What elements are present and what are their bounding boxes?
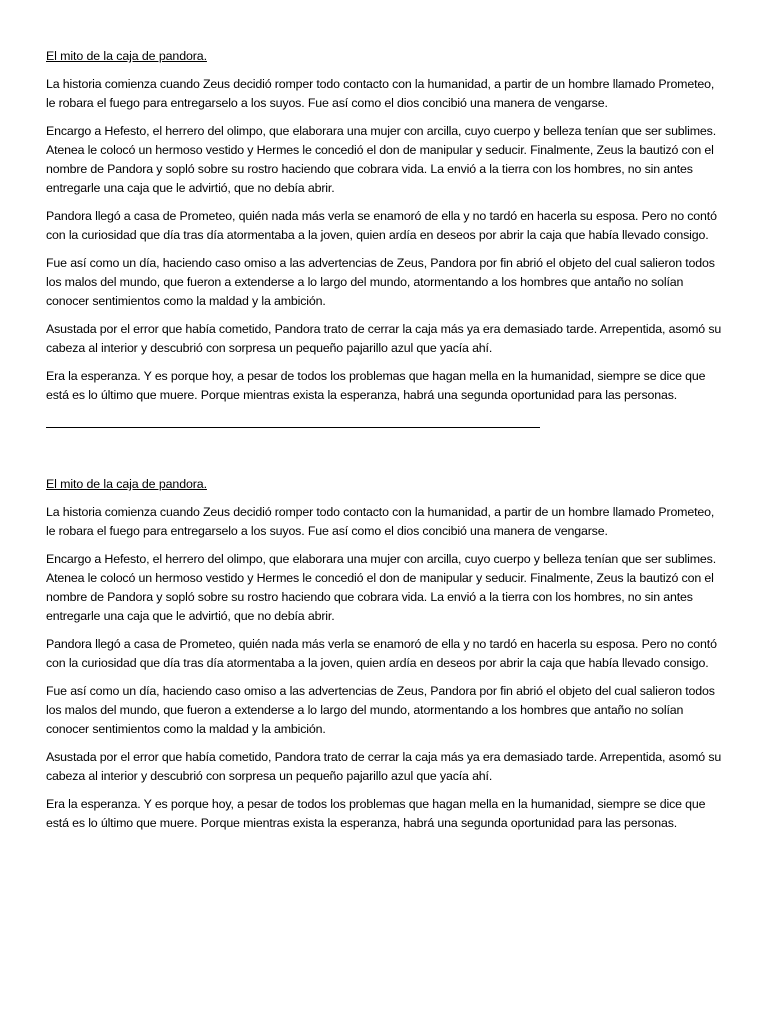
story-title: El mito de la caja de pandora. — [46, 477, 207, 491]
story-paragraph: Encargo a Hefesto, el herrero del olimpo, que elaborara una mujer con arcilla, cuyo cuerpo y belleza tenían que ser sublimes. Atenea le colocó un hermoso vestido y Hermes le concedió el don de manipular y seducir. Finalmente, Zeus la bautizó con el nombre de Pandora y sopló sobre su rostro haciendo que cobrara vida. La envió a la tierra con los hombres, no sin antes entregarle una caja que le advirtió, que no debía abrir. — [46, 552, 717, 623]
story-paragraph: Asustada por el error que había cometido, Pandora trato de cerrar la caja más ya era demasiado tarde. Arrepentida, asomó su cabeza al interior y descubrió con sorpresa un pequeño pajarillo azul que yacía ahí. — [46, 750, 722, 783]
story-paragraph: Pandora llegó a casa de Prometeo, quién nada más verla se enamoró de ella y no tardó en hacerla su esposa. Pero no contó con la curiosidad que día tras día atormentaba a la joven, quien ardía en deseos por abrir la caja que había llevado consigo. — [46, 209, 717, 242]
story-paragraph: Encargo a Hefesto, el herrero del olimpo, que elaborara una mujer con arcilla, cuyo cuerpo y belleza tenían que ser sublimes. Atenea le colocó un hermoso vestido y Hermes le concedió el don de manipular y seducir. Finalmente, Zeus la bautizó con el nombre de Pandora y sopló sobre su rostro haciendo que cobrara vida. La envió a la tierra con los hombres, no sin antes entregarle una caja que le advirtió, que no debía abrir. — [46, 124, 717, 195]
section-divider — [46, 427, 540, 428]
story-paragraph: Fue así como un día, haciendo caso omiso a las advertencias de Zeus, Pandora por fin abrió el objeto del cual salieron todos los malos del mundo, que fueron a extenderse a lo largo del mundo, atormentando a los hombres que antaño no solían conocer sentimientos como la maldad y la ambición. — [46, 684, 715, 736]
story-paragraph: Pandora llegó a casa de Prometeo, quién nada más verla se enamoró de ella y no tardó en hacerla su esposa. Pero no contó con la curiosidad que día tras día atormentaba a la joven, quien ardía en deseos por abrir la caja que había llevado consigo. — [46, 637, 717, 670]
story-paragraph: Era la esperanza. Y es porque hoy, a pesar de todos los problemas que hagan mella en la humanidad, siempre se dice que está es lo último que muere. Porque mientras exista la esperanza, habrá una segunda oportunidad para las personas. — [46, 369, 706, 402]
story-title: El mito de la caja de pandora. — [46, 49, 207, 63]
story-section-2 — [46, 475, 726, 833]
document-page — [46, 47, 726, 842]
story-paragraph: La historia comienza cuando Zeus decidió romper todo contacto con la humanidad, a partir de un hombre llamado Prometeo, le robara el fuego para entregarselo a los suyos. Fue así como el dios concibió una manera de vengarse. — [46, 77, 715, 110]
story-paragraph: Fue así como un día, haciendo caso omiso a las advertencias de Zeus, Pandora por fin abrió el objeto del cual salieron todos los malos del mundo, que fueron a extenderse a lo largo del mundo, atormentando a los hombres que antaño no solían conocer sentimientos como la maldad y la ambición. — [46, 256, 715, 308]
story-section-1 — [46, 47, 726, 405]
story-paragraph: Era la esperanza. Y es porque hoy, a pesar de todos los problemas que hagan mella en la humanidad, siempre se dice que está es lo último que muere. Porque mientras exista la esperanza, habrá una segunda oportunidad para las personas. — [46, 797, 706, 830]
story-paragraph: La historia comienza cuando Zeus decidió romper todo contacto con la humanidad, a partir de un hombre llamado Prometeo, le robara el fuego para entregarselo a los suyos. Fue así como el dios concibió una manera de vengarse. — [46, 505, 715, 538]
story-paragraph: Asustada por el error que había cometido, Pandora trato de cerrar la caja más ya era demasiado tarde. Arrepentida, asomó su cabeza al interior y descubrió con sorpresa un pequeño pajarillo azul que yacía ahí. — [46, 322, 722, 355]
